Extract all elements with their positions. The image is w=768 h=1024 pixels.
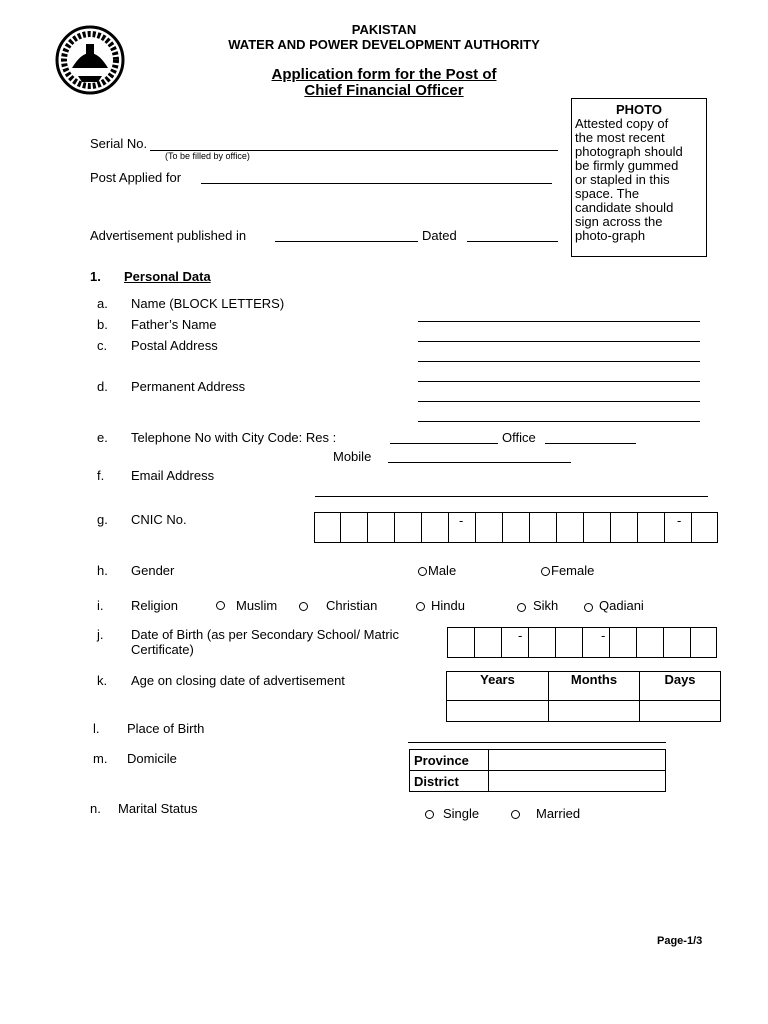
item-h-letter: h. bbox=[97, 563, 108, 578]
permanent-address-label: Permanent Address bbox=[131, 379, 246, 394]
gender-male-radio[interactable] bbox=[418, 567, 427, 576]
religion-muslim-label: Muslim bbox=[236, 598, 278, 613]
cnic-digit[interactable] bbox=[503, 513, 530, 542]
form-title-line2: Chief Financial Officer bbox=[304, 82, 464, 99]
dob-digit[interactable] bbox=[637, 628, 664, 657]
post-input[interactable] bbox=[201, 183, 552, 184]
cnic-separator: - bbox=[449, 513, 476, 542]
item-n-letter: n. bbox=[90, 801, 101, 816]
cnic-label: CNIC No. bbox=[131, 512, 187, 527]
cnic-digit[interactable] bbox=[557, 513, 584, 542]
gender-male-label: Male bbox=[428, 563, 457, 578]
dob-separator: - bbox=[583, 628, 610, 657]
place-of-birth-label: Place of Birth bbox=[127, 721, 205, 736]
mobile-label: Mobile bbox=[333, 449, 372, 464]
dob-digit[interactable] bbox=[556, 628, 583, 657]
dated-input[interactable] bbox=[467, 241, 558, 242]
item-e-letter: e. bbox=[97, 430, 108, 445]
item-b-letter: b. bbox=[97, 317, 108, 332]
dob-digit[interactable] bbox=[475, 628, 502, 657]
permanent-address-input-1[interactable] bbox=[418, 401, 700, 402]
age-table bbox=[446, 671, 721, 722]
domicile-table bbox=[409, 749, 666, 792]
dob-digit[interactable] bbox=[664, 628, 691, 657]
permanent-address-input-2[interactable] bbox=[418, 421, 700, 422]
dated-label: Dated bbox=[422, 228, 457, 243]
domicile-province-label: Province bbox=[410, 750, 489, 771]
cnic-digit[interactable] bbox=[530, 513, 557, 542]
email-input[interactable] bbox=[315, 496, 708, 497]
marital-married-label: Married bbox=[536, 806, 581, 821]
religion-christian-label: Christian bbox=[326, 598, 378, 613]
dob-separator: - bbox=[502, 628, 529, 657]
religion-christian-radio[interactable] bbox=[299, 602, 308, 611]
postal-address-input-2[interactable] bbox=[418, 381, 700, 382]
cnic-digit[interactable] bbox=[341, 513, 368, 542]
photo-box[interactable] bbox=[571, 98, 707, 257]
page-number: Page-1/3 bbox=[657, 935, 703, 947]
serial-note: (To be filled by office) bbox=[165, 151, 250, 161]
post-label: Post Applied for bbox=[90, 170, 182, 185]
item-l-letter: l. bbox=[93, 721, 100, 736]
section-title: Personal Data bbox=[124, 269, 211, 284]
cnic-digit[interactable] bbox=[476, 513, 503, 542]
age-days-header: Days bbox=[640, 672, 721, 701]
dob-label-line1: Date of Birth (as per Secondary School/ Matric bbox=[131, 627, 400, 642]
religion-sikh-label: Sikh bbox=[533, 598, 559, 613]
item-f-letter: f. bbox=[97, 468, 105, 483]
name-input[interactable] bbox=[418, 321, 700, 322]
item-c-letter: c. bbox=[97, 338, 108, 353]
marital-single-radio[interactable] bbox=[425, 810, 434, 819]
age-label: Age on closing date of advertisement bbox=[131, 673, 345, 688]
gender-female-label: Female bbox=[551, 563, 595, 578]
office-label: Office bbox=[502, 430, 536, 445]
religion-qadiani-label: Qadiani bbox=[599, 598, 644, 613]
item-a-letter: a. bbox=[97, 296, 108, 311]
domicile-district-input[interactable] bbox=[489, 771, 666, 792]
religion-muslim-radio[interactable] bbox=[216, 601, 225, 610]
item-m-letter: m. bbox=[93, 751, 108, 766]
domicile-label: Domicile bbox=[127, 751, 177, 766]
item-j-letter: j. bbox=[97, 627, 104, 642]
gender-label: Gender bbox=[131, 563, 175, 578]
dob-digit[interactable] bbox=[610, 628, 637, 657]
cnic-digit[interactable] bbox=[638, 513, 665, 542]
age-months-input[interactable] bbox=[549, 701, 640, 722]
cnic-digit[interactable] bbox=[422, 513, 449, 542]
dob-input[interactable] bbox=[447, 627, 717, 658]
dob-label-line2: Certificate) bbox=[131, 642, 194, 657]
cnic-digit[interactable] bbox=[611, 513, 638, 542]
dob-digit[interactable] bbox=[448, 628, 475, 657]
postal-address-input-1[interactable] bbox=[418, 361, 700, 362]
age-years-input[interactable] bbox=[447, 701, 549, 722]
place-of-birth-input[interactable] bbox=[408, 742, 666, 743]
religion-hindu-label: Hindu bbox=[431, 598, 465, 613]
item-i-letter: i. bbox=[97, 598, 104, 613]
name-label: Name (BLOCK LETTERS) bbox=[131, 296, 285, 311]
mobile-input[interactable] bbox=[388, 462, 571, 463]
header-country: PAKISTAN bbox=[351, 22, 417, 37]
cnic-digit[interactable] bbox=[584, 513, 611, 542]
form-title-line1: Application form for the Post of bbox=[271, 66, 497, 83]
marital-single-label: Single bbox=[443, 806, 480, 821]
telephone-office-input[interactable] bbox=[545, 443, 636, 444]
header-authority: WATER AND POWER DEVELOPMENT AUTHORITY bbox=[228, 37, 540, 52]
father-name-input[interactable] bbox=[418, 341, 700, 342]
domicile-district-label: District bbox=[410, 771, 489, 792]
cnic-digit[interactable] bbox=[315, 513, 341, 542]
father-name-label: Father’s Name bbox=[131, 317, 217, 332]
dob-digit[interactable] bbox=[691, 628, 716, 657]
telephone-res-input[interactable] bbox=[390, 443, 498, 444]
item-k-letter: k. bbox=[97, 673, 108, 688]
dob-digit[interactable] bbox=[529, 628, 556, 657]
photo-heading: PHOTO bbox=[616, 102, 662, 117]
religion-label: Religion bbox=[131, 598, 178, 613]
cnic-separator: - bbox=[665, 513, 692, 542]
domicile-province-input[interactable] bbox=[489, 750, 666, 771]
item-d-letter: d. bbox=[97, 379, 108, 394]
age-days-input[interactable] bbox=[640, 701, 721, 722]
telephone-label: Telephone No with City Code: Res : bbox=[131, 430, 337, 445]
gender-female-radio[interactable] bbox=[541, 567, 550, 576]
item-g-letter: g. bbox=[97, 512, 108, 527]
cnic-digit[interactable] bbox=[395, 513, 422, 542]
religion-hindu-radio[interactable] bbox=[416, 602, 425, 611]
photo-instructions: Attested copy of the most recent photograph should be firmly gummed or stapled in this space. The candidate should sign across the photo-graph bbox=[575, 116, 683, 243]
cnic-digit[interactable] bbox=[368, 513, 395, 542]
age-years-header: Years bbox=[447, 672, 549, 701]
cnic-input[interactable] bbox=[314, 512, 718, 543]
marital-status-label: Marital Status bbox=[118, 801, 198, 816]
serial-label: Serial No. bbox=[90, 136, 148, 151]
advert-input[interactable] bbox=[275, 241, 418, 242]
postal-address-label: Postal Address bbox=[131, 338, 218, 353]
email-label: Email Address bbox=[131, 468, 215, 483]
religion-sikh-radio[interactable] bbox=[517, 603, 526, 612]
marital-married-radio[interactable] bbox=[511, 810, 520, 819]
cnic-digit[interactable] bbox=[692, 513, 717, 542]
religion-qadiani-radio[interactable] bbox=[584, 603, 593, 612]
section-number: 1. bbox=[90, 269, 101, 284]
age-months-header: Months bbox=[549, 672, 640, 701]
advert-label: Advertisement published in bbox=[90, 228, 247, 243]
